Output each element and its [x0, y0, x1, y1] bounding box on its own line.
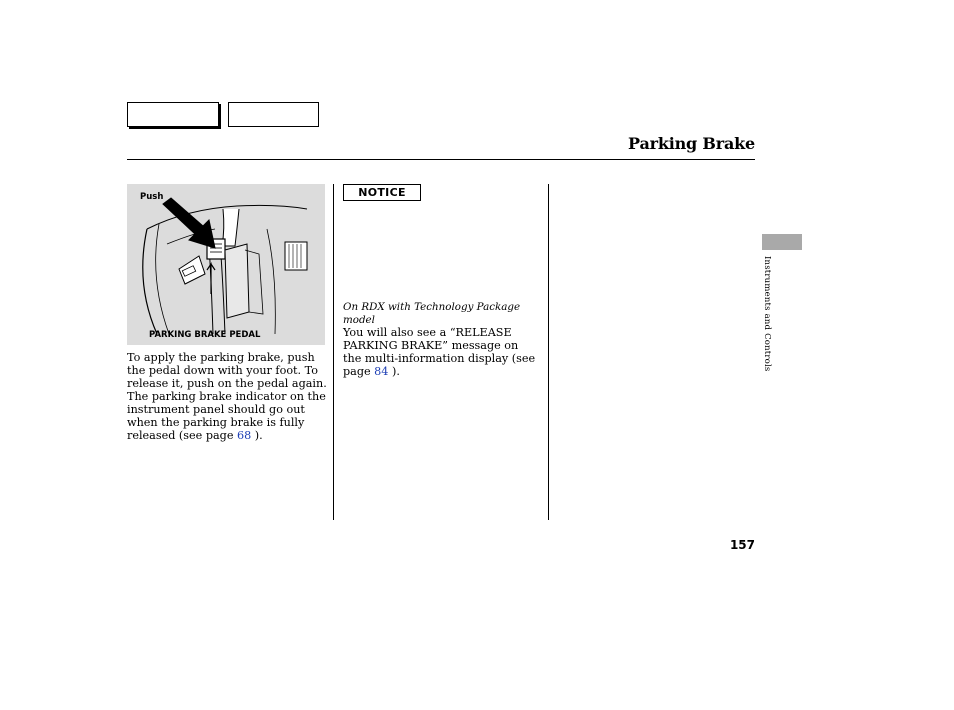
column-divider-2: [548, 184, 549, 520]
section-label: Instruments and Controls: [762, 256, 772, 372]
left-paragraph-end: ).: [251, 429, 263, 442]
middle-paragraph-text: You will also see a “RELEASE PARKING BRAKE” message on the multi-information display (see page: [343, 326, 536, 378]
page-68-link[interactable]: 68: [237, 429, 252, 442]
model-note: On RDX with Technology Package model: [343, 301, 521, 326]
nav-button-2[interactable]: [228, 102, 319, 127]
left-paragraph-text: To apply the parking brake, push the pedal down with your foot. To release it, push on the pedal again. The parking brake indicator on the instrument panel should go out when the parking brake is fully released (see page: [127, 351, 327, 442]
figure-label-push: Push: [140, 192, 164, 202]
left-paragraph: [127, 351, 327, 442]
push-arrow-icon: [163, 198, 215, 248]
header-rule: [127, 159, 755, 160]
middle-paragraph: [343, 326, 539, 378]
page-number: 157: [729, 538, 755, 552]
page-84-link[interactable]: 84: [374, 365, 389, 378]
parking-brake-pedal-drawing: [127, 184, 325, 345]
figure-label-pedal: PARKING BRAKE PEDAL: [149, 330, 261, 340]
nav-button-1[interactable]: [127, 102, 219, 127]
parking-brake-illustration: [127, 184, 325, 345]
section-tab[interactable]: [762, 234, 802, 250]
page-title: Parking Brake: [628, 134, 755, 153]
column-divider-1: [333, 184, 334, 520]
notice-badge: NOTICE: [343, 184, 421, 201]
middle-paragraph-end: ).: [388, 365, 400, 378]
